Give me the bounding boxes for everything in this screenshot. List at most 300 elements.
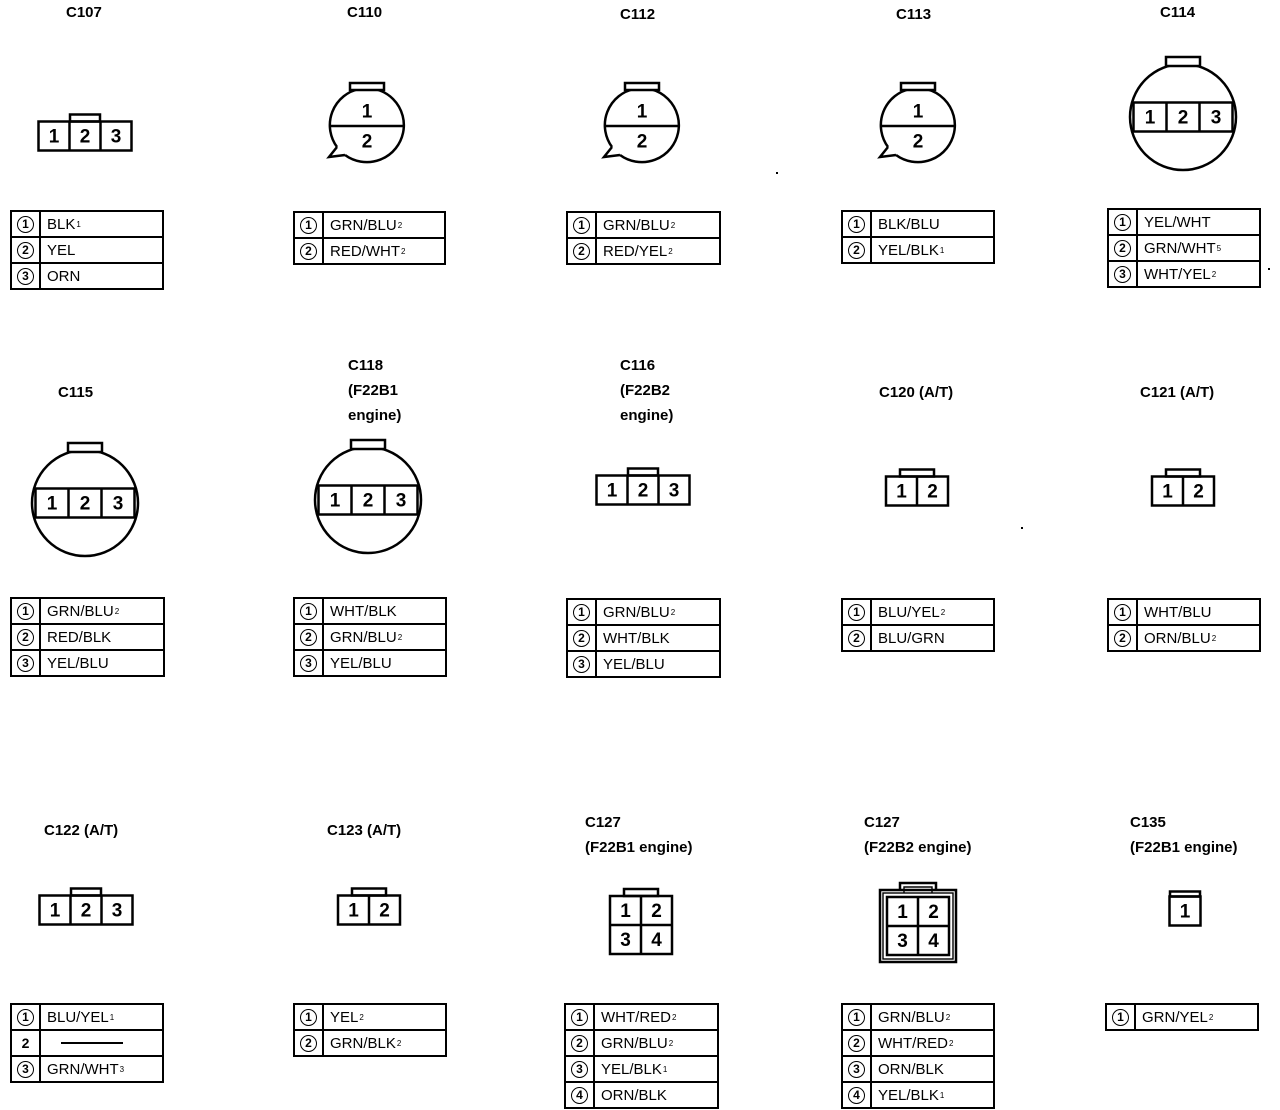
pin-number: 2 <box>848 630 865 647</box>
pin-number-cell <box>12 651 41 675</box>
wire-color: ORN/BLU <box>1144 629 1211 647</box>
cavity-number: 2 <box>912 131 924 153</box>
connector-title <box>348 353 401 428</box>
wire-color: GRN/BLU <box>47 602 114 620</box>
cavity-number: 2 <box>928 902 939 923</box>
cavity-number: 2 <box>362 490 374 512</box>
pin-number-cell <box>1109 210 1138 234</box>
cavity-number: 2 <box>651 901 662 922</box>
pin-number: 1 <box>1112 1009 1129 1026</box>
pin-row <box>12 649 163 675</box>
connector-title <box>1140 380 1214 405</box>
wire-color-cell <box>1138 262 1216 286</box>
pin-number: 2 <box>300 1035 317 1052</box>
cavity-number: 1 <box>1179 901 1191 923</box>
pin-row <box>843 1005 993 1029</box>
pin-number: 3 <box>573 656 590 673</box>
connector-title-line: C114 <box>1160 4 1196 21</box>
pin-row <box>566 1005 717 1029</box>
wire-color-cell <box>1138 236 1221 260</box>
pin-number: 2 <box>848 1035 865 1052</box>
wire-color: ORN/BLK <box>601 1086 667 1104</box>
wire-color: WHT/YEL <box>1144 265 1211 283</box>
wire-color-cell <box>41 1031 123 1055</box>
pin-row <box>295 1029 445 1055</box>
pin-number-cell <box>568 652 597 676</box>
wire-color-cell <box>597 213 675 237</box>
pin-row <box>566 1055 717 1081</box>
connector-face <box>1105 831 1265 991</box>
wire-color-cell <box>1138 626 1216 650</box>
connector-face <box>562 46 722 206</box>
pin-row <box>295 1005 445 1029</box>
pin-table <box>566 598 721 678</box>
pin-row <box>1109 234 1259 260</box>
wire-color: WHT/RED <box>601 1008 671 1026</box>
cavity-number: 3 <box>1210 107 1222 129</box>
cavity-number: 2 <box>79 493 91 515</box>
wire-color: RED/BLK <box>47 628 112 646</box>
pin-number-cell <box>1109 262 1138 286</box>
pin-number-cell <box>843 1083 872 1107</box>
connector-face <box>5 423 165 583</box>
cavity-number: 4 <box>928 931 939 952</box>
cavity-number: 1 <box>329 490 341 512</box>
connector-title-line: (F22B1 engine) <box>585 839 693 856</box>
wire-color: GRN/BLU <box>330 216 397 234</box>
connector-title <box>66 0 102 25</box>
wire-color-cell <box>872 238 944 262</box>
pin-table <box>566 211 721 265</box>
wire-color: BLK/BLU <box>878 215 940 233</box>
connector-title-line: C116 <box>620 357 656 374</box>
wire-color: GRN/BLK <box>330 1034 396 1052</box>
pin-number-cell <box>295 625 324 649</box>
wire-color-cell <box>872 1057 944 1081</box>
wire-color: YEL/WHT <box>1144 213 1211 231</box>
wire-color: GRN/BLU <box>603 216 670 234</box>
pin-number: 3 <box>571 1061 588 1078</box>
cavity-number: 2 <box>79 126 91 148</box>
pin-number-cell <box>843 238 872 262</box>
pin-row <box>568 650 719 676</box>
pin-row <box>12 1055 162 1081</box>
connector-title-line: C112 <box>620 6 656 23</box>
wire-color: YEL/BLU <box>603 655 665 673</box>
footnote-mark: 2 <box>1211 633 1217 643</box>
cavity-number: 1 <box>49 900 61 922</box>
connector-title <box>879 380 953 405</box>
wire-color: YEL/BLU <box>330 654 392 672</box>
wire-color-cell <box>41 625 111 649</box>
wire-color-cell <box>595 1057 667 1081</box>
wire-color-cell <box>597 652 665 676</box>
pin-row <box>568 213 719 237</box>
pin-number-cell <box>12 212 41 236</box>
cavity-number: 3 <box>668 480 680 502</box>
pin-row <box>843 212 993 236</box>
footnote-mark: 1 <box>109 1012 115 1022</box>
pin-row <box>12 1005 162 1029</box>
pin-row <box>12 262 162 288</box>
connector-face <box>1103 37 1263 197</box>
pin-table <box>10 1003 164 1083</box>
cavity-number: 1 <box>897 902 908 923</box>
pin-number-cell <box>568 239 597 263</box>
wire-color: RED/YEL <box>603 242 668 260</box>
wire-color: GRN/WHT <box>1144 239 1216 257</box>
pin-row <box>568 237 719 263</box>
pin-number-cell <box>12 264 41 288</box>
cavity-number: 1 <box>48 126 60 148</box>
pin-number: 1 <box>848 1009 865 1026</box>
wire-color: GRN/BLU <box>603 603 670 621</box>
wire-color-cell <box>1138 600 1212 624</box>
connector-face <box>6 830 166 990</box>
pin-number-cell <box>295 1031 324 1055</box>
pin-number: 1 <box>571 1009 588 1026</box>
wire-color: YEL <box>47 241 76 259</box>
pin-table <box>293 1003 447 1057</box>
connector-title-line: (F22B1 <box>348 382 399 399</box>
footnote-mark: 2 <box>359 1012 364 1022</box>
cavity-number: 3 <box>111 900 123 922</box>
pin-number-cell <box>568 213 597 237</box>
pin-row <box>566 1081 717 1107</box>
connector-face <box>287 46 447 206</box>
pin-row <box>568 600 719 624</box>
footnote-mark: 2 <box>401 246 406 256</box>
pin-number: 1 <box>300 1009 317 1026</box>
footnote-mark: 2 <box>670 607 676 617</box>
wire-color-cell <box>324 1005 364 1029</box>
wire-color-cell <box>324 213 402 237</box>
cavity-number: 1 <box>606 480 618 502</box>
footnote-mark: 1 <box>76 219 81 229</box>
cavity-number: 3 <box>897 931 908 952</box>
connector-title-line: C127 <box>864 814 900 831</box>
footnote-mark: 2 <box>397 220 403 230</box>
pin-row <box>1109 624 1259 650</box>
pin-row <box>295 649 445 675</box>
wire-color: BLU/YEL <box>878 603 940 621</box>
connector-title-line: (F22B2 engine) <box>864 839 972 856</box>
pin-row <box>295 237 444 263</box>
wire-color-cell <box>872 600 945 624</box>
connector-title-line: C107 <box>66 4 102 21</box>
footnote-mark: 2 <box>397 632 403 642</box>
cavity-number: 1 <box>912 101 924 123</box>
cavity-number: 3 <box>112 493 124 515</box>
connector-title-line: C120 (A/T) <box>879 384 954 401</box>
pin-number: 1 <box>573 217 590 234</box>
wire-color: BLK <box>47 215 76 233</box>
pin-number: 1 <box>17 603 34 620</box>
connector-face <box>838 846 998 1006</box>
pin-row <box>1109 260 1259 286</box>
footnote-mark: 2 <box>672 1012 677 1022</box>
footnote-mark: 2 <box>1211 269 1217 279</box>
wire-color: GRN/BLU <box>330 628 397 646</box>
pin-number: 1 <box>848 216 865 233</box>
connector-face <box>289 830 449 990</box>
footnote-mark: 5 <box>1216 243 1222 253</box>
pin-number-cell <box>1107 1005 1136 1029</box>
wire-color-cell <box>872 1031 953 1055</box>
pin-row <box>12 212 162 236</box>
cavity-number: 1 <box>1144 107 1156 129</box>
cavity-number: 2 <box>636 131 648 153</box>
footnote-mark: 2 <box>396 1038 402 1048</box>
wire-color: WHT/BLK <box>330 602 397 620</box>
footnote-mark: 1 <box>662 1064 668 1074</box>
wire-color-cell <box>595 1031 673 1055</box>
pin-table <box>841 210 995 264</box>
pin-number: 2 <box>1114 630 1131 647</box>
cavity-number: 3 <box>110 126 122 148</box>
wire-color: GRN/YEL <box>1142 1008 1208 1026</box>
pin-number-cell <box>295 213 324 237</box>
cavity-number: 4 <box>651 930 662 951</box>
pin-row <box>295 599 445 623</box>
pin-number: 1 <box>848 604 865 621</box>
cavity-number: 2 <box>1177 107 1189 129</box>
pin-number-cell <box>843 626 872 650</box>
pin-table <box>841 1003 995 1109</box>
pin-number-cell <box>566 1005 595 1029</box>
pin-number: 2 <box>300 243 317 260</box>
pin-number-cell <box>843 1057 872 1081</box>
cavity-number: 2 <box>1193 481 1204 503</box>
connector-title-line: engine) <box>348 407 402 424</box>
wire-color-cell <box>41 238 75 262</box>
cavity-number: 1 <box>896 481 907 503</box>
footnote-mark: 2 <box>668 246 673 256</box>
pin-number: 3 <box>848 1061 865 1078</box>
pin-table <box>10 597 165 677</box>
pin-number: 2 <box>21 1035 30 1051</box>
pin-number-cell <box>1109 600 1138 624</box>
cavity-number: 3 <box>395 490 407 512</box>
wire-color-cell <box>324 1031 401 1055</box>
pin-row <box>12 623 163 649</box>
pin-row <box>12 236 162 262</box>
pin-table <box>1105 1003 1259 1031</box>
wire-color-cell <box>872 1083 944 1107</box>
pin-row <box>1109 210 1259 234</box>
connector-title-line: (F22B1 engine) <box>1130 839 1238 856</box>
pin-table <box>1107 598 1261 652</box>
pin-number: 2 <box>571 1035 588 1052</box>
pin-row <box>566 1029 717 1055</box>
wire-color-cell <box>324 651 392 675</box>
pin-number-cell <box>12 238 41 262</box>
pin-number: 2 <box>300 629 317 646</box>
pin-number: 3 <box>1114 266 1131 283</box>
wire-color-cell <box>41 212 81 236</box>
pin-number: 3 <box>17 268 34 285</box>
pin-row <box>843 600 993 624</box>
pin-number-cell <box>295 1005 324 1029</box>
pin-number: 2 <box>848 242 865 259</box>
cavity-number: 2 <box>927 481 938 503</box>
wire-color-cell <box>872 626 945 650</box>
pin-number: 1 <box>300 603 317 620</box>
pin-row <box>843 1029 993 1055</box>
pin-table <box>1107 208 1261 288</box>
wire-color: WHT/BLK <box>603 629 670 647</box>
wire-color: YEL/BLK <box>878 241 939 259</box>
pin-number-cell <box>843 212 872 236</box>
connector-title-line: engine) <box>620 407 674 424</box>
connector-title-line: C110 <box>347 4 383 21</box>
wire-color: BLU/GRN <box>878 629 945 647</box>
connector-title-line: C127 <box>585 814 621 831</box>
cavity-number: 2 <box>80 900 92 922</box>
wire-color-cell <box>324 239 405 263</box>
pin-number-cell <box>566 1057 595 1081</box>
pin-row <box>843 1055 993 1081</box>
footnote-mark: 2 <box>940 607 946 617</box>
pin-number: 4 <box>571 1087 588 1104</box>
pin-number-cell <box>1109 626 1138 650</box>
pin-number: 1 <box>17 1009 34 1026</box>
pin-number-cell <box>843 600 872 624</box>
footnote-mark: 2 <box>668 1038 674 1048</box>
pin-row <box>568 624 719 650</box>
cavity-number: 2 <box>361 131 373 153</box>
pin-number-cell <box>568 626 597 650</box>
scan-speck <box>776 172 778 174</box>
wire-color: ORN <box>47 267 81 285</box>
cavity-number: 2 <box>637 480 649 502</box>
wire-color: YEL/BLK <box>878 1086 939 1104</box>
pin-row <box>12 599 163 623</box>
pin-row <box>1107 1005 1257 1029</box>
connector-face <box>563 410 723 570</box>
pin-number-cell <box>12 1057 41 1081</box>
pin-number: 3 <box>17 1061 34 1078</box>
pin-number: 3 <box>300 655 317 672</box>
wire-color: WHT/RED <box>878 1034 948 1052</box>
connector-title <box>1160 0 1195 25</box>
wire-color-cell <box>595 1083 667 1107</box>
cavity-number: 1 <box>46 493 58 515</box>
wire-color: WHT/BLU <box>1144 603 1212 621</box>
wire-color-cell <box>1138 210 1211 234</box>
pin-table <box>564 1003 719 1109</box>
pin-row <box>1109 600 1259 624</box>
footnote-mark: 3 <box>119 1064 125 1074</box>
pin-number: 1 <box>17 216 34 233</box>
pin-number-cell <box>295 599 324 623</box>
pin-number-cell <box>843 1005 872 1029</box>
pin-number-cell <box>566 1083 595 1107</box>
wire-color-cell <box>41 651 109 675</box>
pin-number-cell <box>12 625 41 649</box>
wire-color-cell <box>597 239 673 263</box>
footnote-mark: 1 <box>939 245 945 255</box>
cavity-number: 1 <box>636 101 648 123</box>
connector-face <box>561 845 721 1005</box>
pin-number: 2 <box>17 629 34 646</box>
pin-row <box>843 1081 993 1107</box>
footnote-mark: 2 <box>114 606 120 616</box>
pin-number-cell <box>1109 236 1138 260</box>
connector-title <box>58 380 93 405</box>
footnote-mark: 2 <box>1208 1012 1214 1022</box>
pin-table <box>293 597 447 677</box>
pin-row <box>295 623 445 649</box>
connector-face <box>1103 411 1263 571</box>
pin-row <box>843 236 993 262</box>
wire-color-cell <box>1136 1005 1213 1029</box>
cavity-number: 2 <box>379 900 390 922</box>
pin-number: 1 <box>300 217 317 234</box>
connector-title-line: C135 <box>1130 814 1166 831</box>
pin-number: 4 <box>848 1087 865 1104</box>
cavity-number: 1 <box>1162 481 1173 503</box>
scan-speck <box>1268 268 1270 270</box>
footnote-mark: 2 <box>945 1012 951 1022</box>
connector-title <box>896 2 931 27</box>
pin-number-cell <box>566 1031 595 1055</box>
scan-speck <box>1021 527 1023 529</box>
wire-color: RED/WHT <box>330 242 400 260</box>
wire-color-cell <box>872 1005 950 1029</box>
pin-number: 2 <box>573 243 590 260</box>
wire-color-cell <box>872 212 940 236</box>
pin-number: 2 <box>1114 240 1131 257</box>
pin-number-cell <box>295 239 324 263</box>
cavity-number: 1 <box>348 900 359 922</box>
pin-number-cell <box>295 651 324 675</box>
wire-color: YEL/BLK <box>601 1060 662 1078</box>
pin-number: 2 <box>573 630 590 647</box>
pin-row <box>12 1029 162 1055</box>
connector-title-line: C121 (A/T) <box>1140 384 1215 401</box>
footnote-mark: 1 <box>939 1090 945 1100</box>
wire-color-cell <box>595 1005 676 1029</box>
pin-number: 3 <box>17 655 34 672</box>
pin-table <box>10 210 164 290</box>
connector-title <box>620 2 655 27</box>
pin-row <box>295 213 444 237</box>
wire-color: GRN/BLU <box>878 1008 945 1026</box>
pin-number-cell <box>843 1031 872 1055</box>
connector-title-line: C113 <box>896 6 932 23</box>
wire-color: YEL/BLU <box>47 654 109 672</box>
connector-title <box>347 0 382 25</box>
wire-color-cell <box>597 626 670 650</box>
wire-color: YEL <box>330 1008 359 1026</box>
pin-number-cell <box>12 1005 41 1029</box>
connector-title-line: C118 <box>348 357 384 374</box>
footnote-mark: 2 <box>670 220 676 230</box>
pin-number-cell <box>568 600 597 624</box>
wire-color-cell <box>41 264 80 288</box>
pin-number-cell <box>12 599 41 623</box>
cavity-number: 1 <box>620 901 631 922</box>
pin-row <box>843 624 993 650</box>
connector-title-line: C123 (A/T) <box>327 822 402 839</box>
footnote-mark: 2 <box>949 1038 954 1048</box>
wire-color-cell <box>41 599 119 623</box>
pin-table <box>293 211 446 265</box>
cavity-number: 3 <box>620 930 631 951</box>
cavity-number: 1 <box>361 101 373 123</box>
wire-color-cell <box>597 600 675 624</box>
